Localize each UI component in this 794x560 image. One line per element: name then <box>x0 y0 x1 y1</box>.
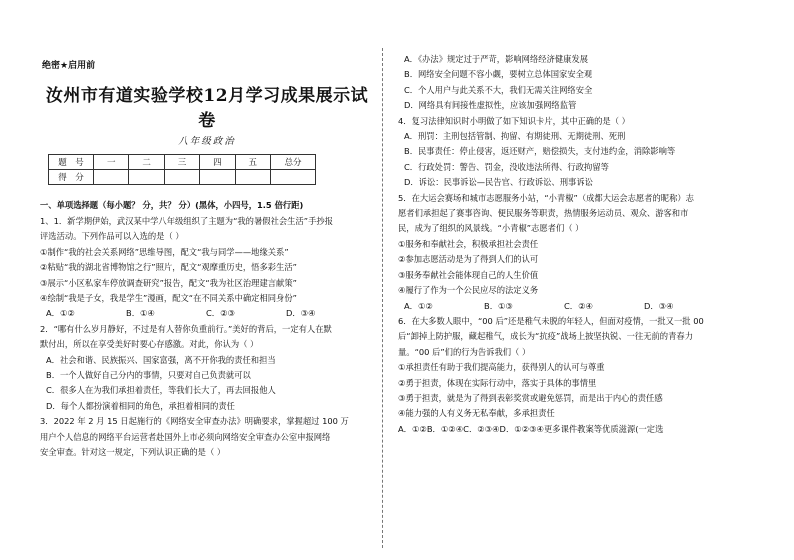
option-b: B．民事责任：停止侵害，返还财产，赔偿损失，支付违约金，消除影响等 <box>404 146 676 157</box>
question-statement: ①承担责任有助于我们提高能力，获得别人的认可与尊重 <box>398 362 605 373</box>
option-d: D．诉讼：民事诉讼—民告官、行政诉讼、刑事诉讼 <box>404 177 593 188</box>
score-input-cell <box>164 170 199 185</box>
option-b: B．①④ <box>126 308 155 319</box>
section-heading: 一、单项选择题（每小题？ 分，共？ 分）(黑体，小四号，1.5 倍行距) <box>40 200 304 210</box>
question-statement: ③服务奉献社会能体现自己的人生价值 <box>398 269 539 280</box>
question-3 <box>40 414 374 460</box>
question-statement: ②勇于担责，体现在实际行动中，落实于具体的事情里 <box>398 377 597 388</box>
score-input-cell <box>94 170 129 185</box>
page-subtitle: 八年级政治 <box>178 136 236 147</box>
question-line: 6．在大多数人眼中，“00 后”还是稚气未脱的年轻人，但面对疫情，一批又一批 00 <box>398 315 704 326</box>
question-line: 民，成为了组织的风景线。“小青椒”志愿者们（ ） <box>398 223 584 234</box>
secret-mark: 绝密★启用前 <box>42 61 96 71</box>
answer-options: A．①②B．①②④C．②③④D．①②③④更多课件教案等优质滋源(一定选 <box>398 423 664 434</box>
option-c: C．行政处罚：警告、罚金，没收违法所得、行政拘留等 <box>404 161 609 172</box>
question-line: 评选活动。下列作品可以入选的是（ ） <box>40 231 184 242</box>
question-statement: ③展示“小区私家车停放调查研究”报告，配文“我为社区治理建言献策” <box>40 277 297 288</box>
question-line: 用户个人信息的网络平台运营者赴国外上市必须向网络安全审查办公室申报网络 <box>40 431 331 442</box>
question-3-options <box>398 52 760 114</box>
score-cell: 四 <box>200 155 235 170</box>
option-a: A．刑罚：主刑包括管制、拘留、有期徒刑、无期徒刑、死刑 <box>404 131 626 142</box>
option-d: D．网络具有间接性虚拟性，应该加强网络监管 <box>404 100 577 111</box>
question-line: 后“卸掉上防护服，藏起稚气，成长为“抗疫”战场上披坚执锐、一往无前的青春力 <box>398 331 693 342</box>
score-cell: 一 <box>94 155 129 170</box>
question-statement: ②参加志愿活动是为了得到人们的认可 <box>398 254 539 265</box>
score-table <box>48 154 316 185</box>
option-c: C．②④ <box>564 300 593 311</box>
question-line: 3．2022 年 2 月 15 日起施行的《网络安全审查办法》明确要求，掌握超过 100 万 <box>40 416 349 427</box>
option-d: D．③④ <box>644 300 674 311</box>
option-c: C．②③ <box>206 308 235 319</box>
question-line: 5．在大运会赛场和城市志愿服务小站，“小青椒”（成都大运会志愿者的昵称）志 <box>398 192 694 203</box>
question-4 <box>398 114 760 191</box>
score-cell: 三 <box>164 155 199 170</box>
option-a: A．《办法》规定过于严苛，影响网络经济健康发展 <box>404 54 589 64</box>
option-b: B．①③ <box>484 300 513 311</box>
option-d: D．每个人都扮演着相同的角色，承担着相同的责任 <box>46 400 235 411</box>
question-statement: ①制作“我的社会关系网络”思维导图，配文“我与同学——地缘关系” <box>40 246 289 257</box>
option-c: C．个人用户与此关系不大，我们无需关注网络安全 <box>404 84 593 95</box>
option-a: A．①② <box>46 308 75 319</box>
score-input-cell <box>200 170 235 185</box>
left-column <box>40 58 374 461</box>
question-line: 1、1．新学期伊始，武汉某中学八年级组织了主题为“我的暑假社会生活”手抄报 <box>40 216 333 226</box>
question-line: 愿者们承担起了赛事咨询、便民服务等职责，热情服务运动员、观众、游客和市 <box>398 208 689 219</box>
right-column <box>398 52 760 437</box>
column-divider <box>382 48 383 548</box>
score-input-cell <box>271 170 316 185</box>
question-5 <box>398 191 760 314</box>
score-cell: 五 <box>235 155 270 170</box>
answer-options <box>398 299 760 314</box>
score-cell: 总分 <box>271 155 316 170</box>
question-line: 量。“00 后”们的行为告诉我们（ ） <box>398 346 531 357</box>
question-statement: ②粘贴“我的湖北省博物馆之行”照片，配文“观摩重历史，悟多彩生活” <box>40 262 297 273</box>
score-input-cell <box>235 170 270 185</box>
question-line: 安全审查。针对这一规定，下列认识正确的是（ ） <box>40 447 226 458</box>
option-a: A．①② <box>404 300 433 311</box>
option-b: B．网络安全问题不容小觑，要树立总体国家安全观 <box>404 69 593 80</box>
score-input-cell <box>129 170 164 185</box>
question-6 <box>398 314 760 437</box>
option-a: A．社会和谐、民族振兴、国家富强，离不开你我的责任和担当 <box>46 354 276 365</box>
option-b: B．一个人做好自己分内的事情，只要对自己负责就可以 <box>46 370 251 381</box>
question-statement: ①服务和奉献社会，积极承担社会责任 <box>398 238 539 249</box>
answer-options <box>40 306 374 321</box>
question-statement: ④履行了作为一个公民应尽的法定义务 <box>398 285 539 296</box>
score-table-header-row <box>49 155 316 170</box>
question-1 <box>40 214 374 322</box>
question-line: 默付出，所以在享受美好时要心存感激。对此，你认为（ ） <box>40 339 259 350</box>
score-table-score-row <box>49 170 316 185</box>
score-cell: 得 分 <box>49 170 94 185</box>
score-cell: 二 <box>129 155 164 170</box>
question-statement: ③勇于担责，就是为了得到表彰奖赏或避免惩罚，而是出于内心的责任感 <box>398 392 663 403</box>
question-2 <box>40 322 374 414</box>
question-statement: ④能力强的人有义务无私奉献，多承担责任 <box>398 408 555 419</box>
question-statement: ④绘制“我是子女，我是学生”漫画，配文“在不同关系中确定相同身份” <box>40 293 297 304</box>
question-line: 2．“哪有什么岁月静好，不过是有人替你负重前行。”美好的背后，一定有人在默 <box>40 323 332 334</box>
option-d: D．③④ <box>286 308 316 319</box>
page-title: 汝州市有道实验学校12月学习成果展示试卷 <box>45 86 369 131</box>
score-cell: 题 号 <box>49 155 94 170</box>
question-line: 4．复习法律知识时小明做了如下知识卡片，其中正确的是（ ） <box>398 115 630 126</box>
option-c: C．很多人在为我们承担着责任，等我们长大了，再去回报他人 <box>46 385 276 396</box>
